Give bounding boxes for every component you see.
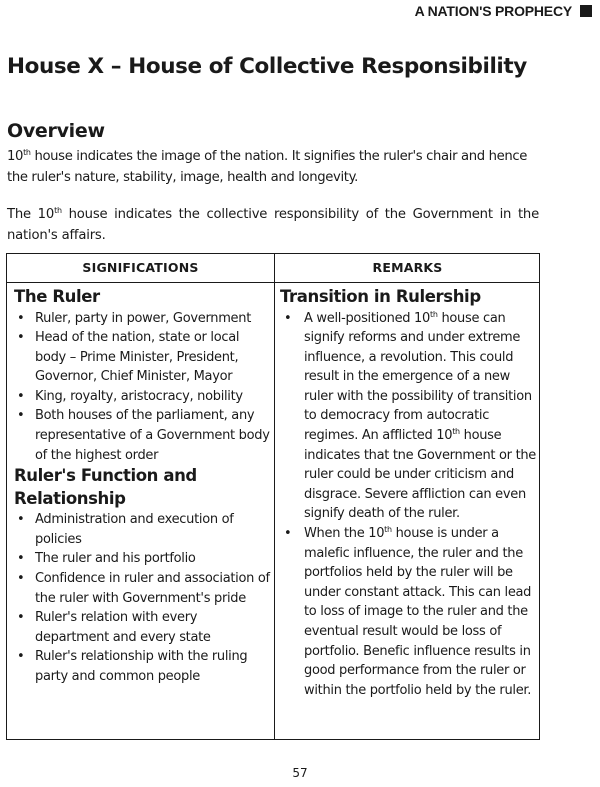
remark-1-sup-a: th: [430, 309, 438, 319]
overview-heading: Overview: [7, 120, 105, 142]
overview-paragraph-1: [7, 146, 539, 188]
running-header: [415, 0, 592, 22]
p2-superscript: th: [54, 206, 62, 215]
header-significations: SIGNIFICATIONS: [82, 260, 199, 275]
function-list: [14, 510, 272, 686]
header-block-marker: [580, 5, 592, 17]
p1-number: 10: [7, 149, 24, 164]
list-item: • Ruler's relationship with the ruling party and common people: [14, 647, 272, 686]
list-item: • King, royalty, aristocracy, nobility: [14, 387, 272, 407]
remark-2-text-a: When the 10: [304, 526, 385, 542]
p2-text: house indicates the collective responsibility of the Government in the nation's affairs.: [7, 207, 539, 243]
list-item: • The ruler and his portfolio: [14, 549, 272, 569]
column-divider: [274, 254, 275, 739]
list-item: • Ruler, party in power, Government: [14, 309, 272, 329]
remark-1-text-a: A well-positioned 10: [304, 310, 430, 326]
overview-paragraph-2: [7, 204, 539, 246]
ruler-list: [14, 309, 272, 466]
remark-item-1: [280, 309, 538, 525]
remark-1-sup-b: th: [452, 427, 460, 437]
list-item: • Confidence in ruler and association of the ruler with Government's pride: [14, 569, 272, 608]
list-item: • Administration and execution of policies: [14, 510, 272, 549]
header-remarks: REMARKS: [372, 260, 443, 275]
list-item: • Both houses of the parliament, any representative of a Government body of the highest order: [14, 406, 272, 465]
remark-2-text-b: house is under a malefic influence, the ruler and the portfolios held by the ruler will be under constant attack. This can lead to loss of image to the ruler and the eventual result would be loss of portfolio. Benefic influence results in good performance from the ruler or within the portfolio held by the ruler.: [304, 526, 532, 698]
running-title: A NATION'S PROPHECY: [414, 3, 572, 19]
significations-column: [14, 286, 272, 687]
page-number: 57: [292, 766, 308, 780]
remark-item-2: [280, 524, 538, 700]
section-heading-transition: Transition in Rulership: [280, 287, 481, 306]
section-heading-rulers-function: Ruler's Function and Relationship: [14, 466, 197, 508]
remarks-list: [280, 309, 538, 701]
remark-1-text-b: house can signify reforms and under extreme influence, a revolution. This could result in the emergence of a new ruler with the possibility of transition to democracy from autocratic regimes. An afflicted 10: [304, 310, 532, 444]
header-divider: [7, 282, 539, 283]
remark-1-text-c: house indicates that tne Government or the ruler could be under criticism and disgrace. Severe affliction can even signify death of the ruler.: [304, 428, 536, 522]
p2-lead: The 10: [7, 207, 55, 222]
list-item: • Head of the nation, state or local body – Prime Minister, President, Governor, Chief Minister, Mayor: [14, 328, 272, 387]
significations-table: [6, 253, 540, 740]
list-item: • Ruler's relation with every department and every state: [14, 608, 272, 647]
section-heading-the-ruler: The Ruler: [14, 287, 100, 306]
p1-superscript: th: [23, 148, 31, 157]
p1-text: house indicates the image of the nation. It signifies the ruler's chair and hence the ruler's nature, stability, image, health and longevity.: [7, 149, 528, 185]
remark-2-sup-a: th: [384, 525, 392, 535]
page-title: House X – House of Collective Responsibility: [7, 54, 527, 79]
remarks-column: [280, 286, 538, 700]
